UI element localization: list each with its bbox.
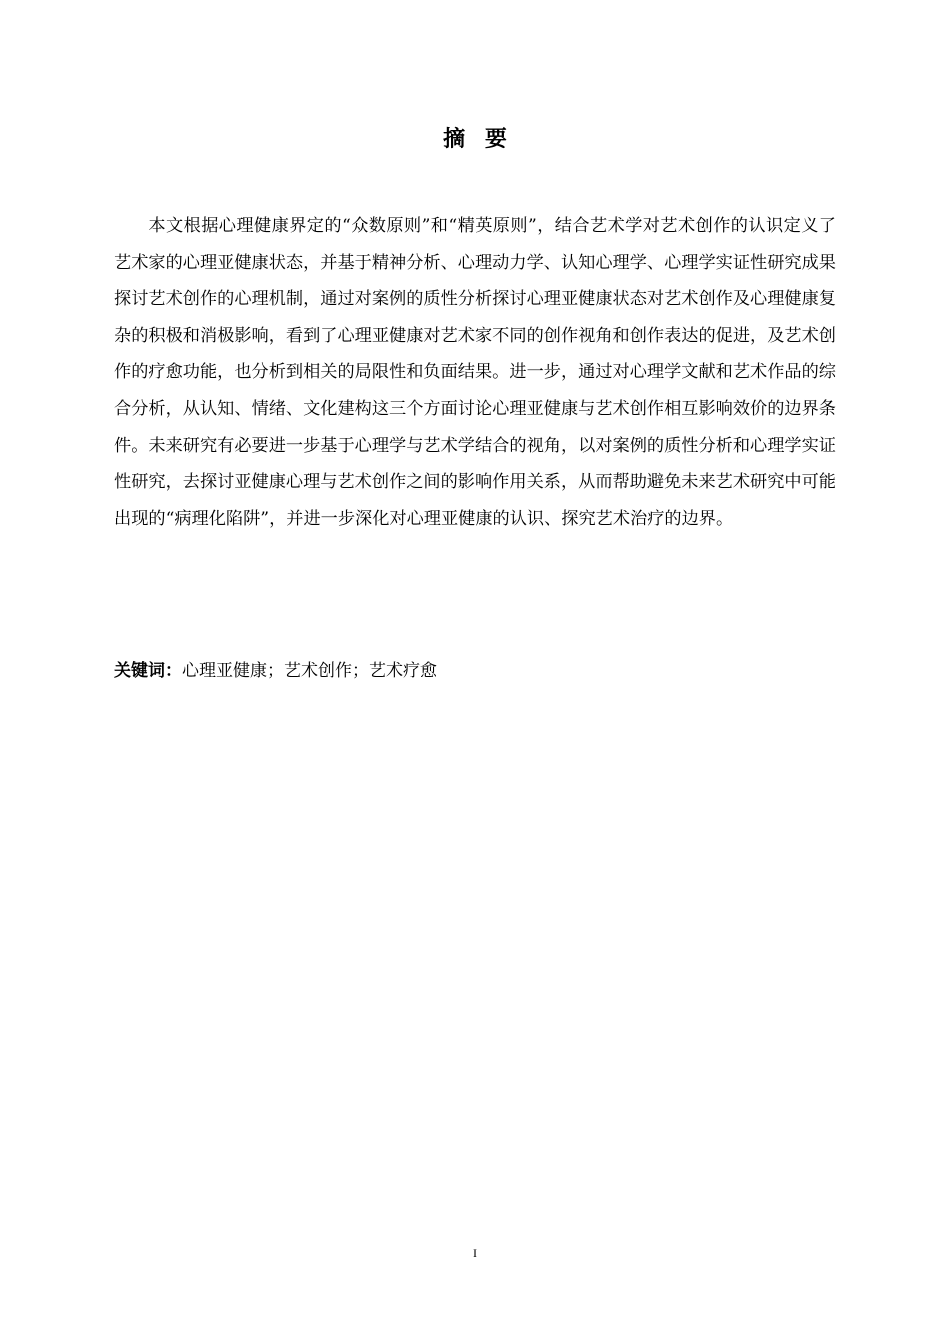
page-number: I <box>473 1246 477 1260</box>
abstract-paragraph: 本文根据心理健康界定的“众数原则”和“精英原则”，结合艺术学对艺术创作的认识定义了艺术家的心理亚健康状态，并基于精神分析、心理动力学、认知心理学、心理学实证性研究成果探讨艺术创作的心理机制，通过对案例的质性分析探讨心理亚健康状态对艺术创作及心理健康复杂的积极和消极影响，看到了心理亚健康对艺术家不同的创作视角和创作表达的促进，及艺术创作的疗愈功能，也分析到相关的局限性和负面结果。进一步，通过对心理学文献和艺术作品的综合分析，从认知、情绪、文化建构这三个方面讨论心理亚健康与艺术创作相互影响效价的边界条件。未来研究有必要进一步基于心理学与艺术学结合的视角，以对案例的质性分析和心理学实证性研究，去探讨亚健康心理与艺术创作之间的影响作用关系，从而帮助避免未来艺术研究中可能出现的“病理化陷阱”，并进一步深化对心理亚健康的认识、探究艺术治疗的边界。 <box>114 216 836 529</box>
keywords-label: 关键词： <box>114 661 182 681</box>
page-title: 摘要 <box>443 127 527 152</box>
keywords-text: 心理亚健康；艺术创作；艺术疗愈 <box>182 661 437 681</box>
keywords-line <box>114 656 836 686</box>
